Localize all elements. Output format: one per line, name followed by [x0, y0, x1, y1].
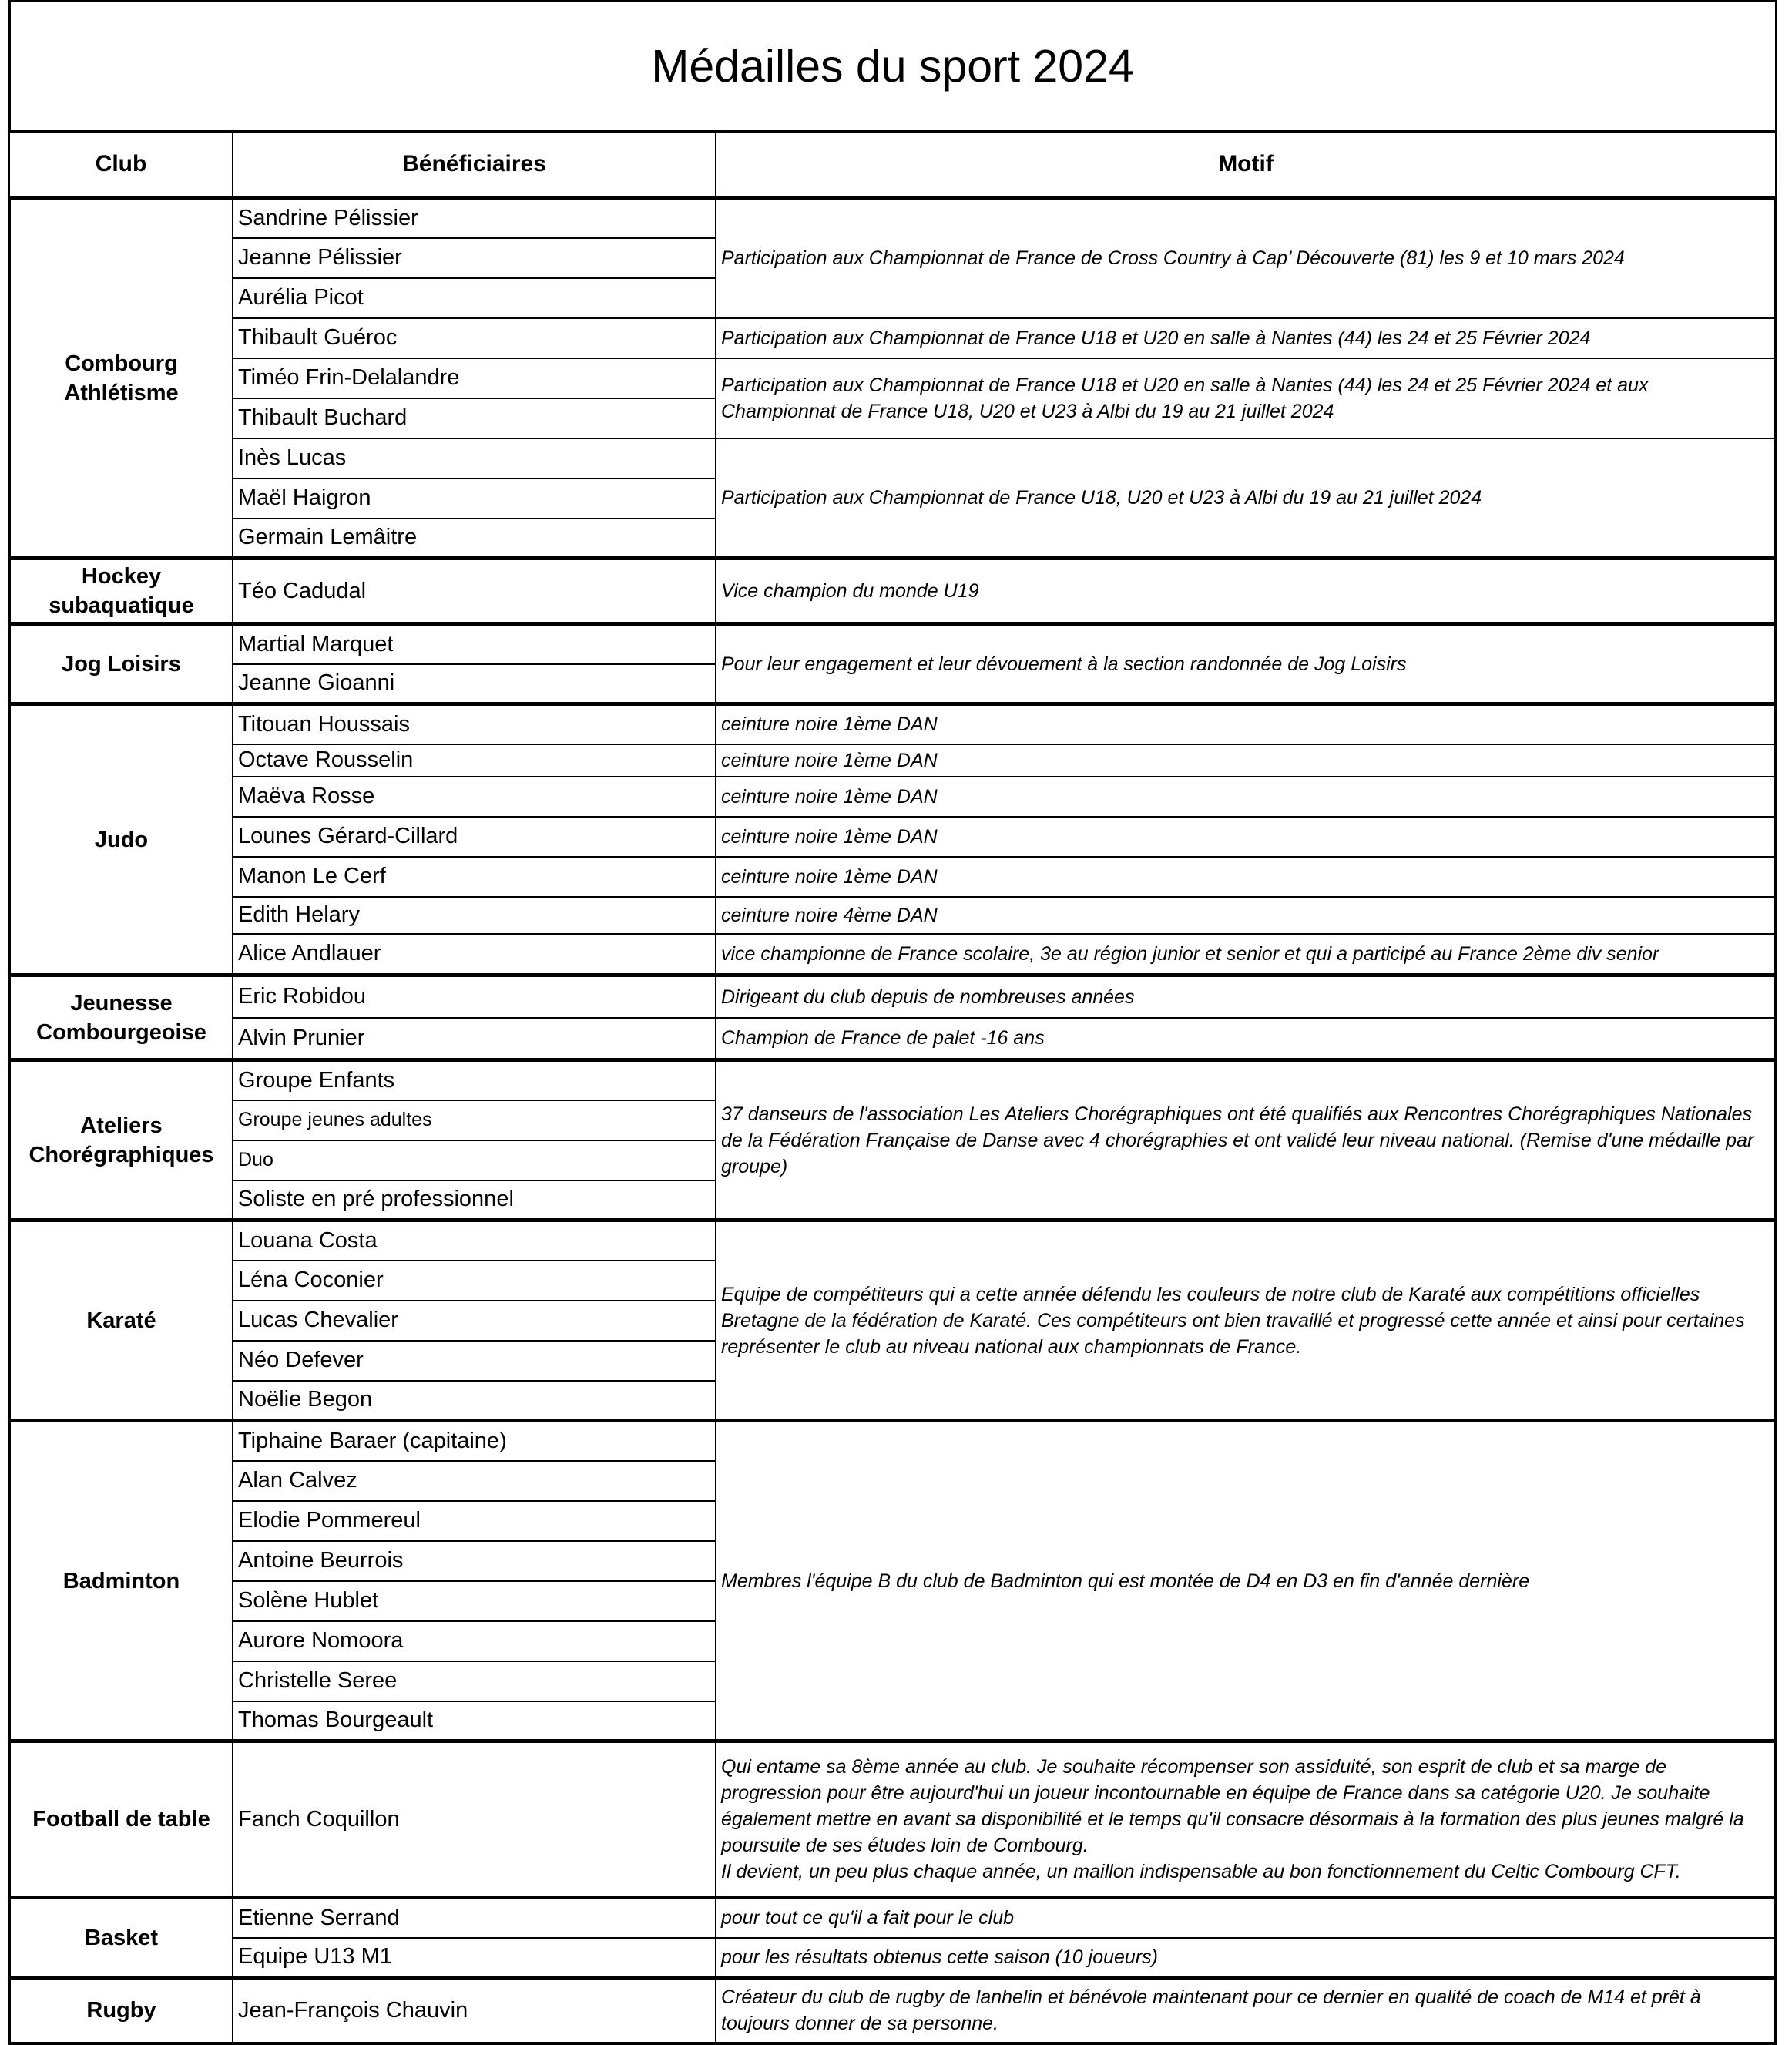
motif-cell: ceinture noire 4ème DAN [716, 897, 1776, 934]
table-row [9, 358, 1776, 398]
table-row [9, 704, 1776, 744]
motif-cell: Participation aux Championnat de France U18 et U20 en salle à Nantes (44) les 24 et 25 Février 2024 [716, 318, 1776, 358]
motif-cell: Participation aux Championnat de France de Cross Country à Cap’ Découverte (81) les 9 et 10 mars 2024 [716, 198, 1776, 318]
motif-cell: Champion de France de palet -16 ans [716, 1018, 1776, 1060]
beneficiary-cell: Alan Calvez [233, 1461, 716, 1501]
motif-cell: Pour leur engagement et leur dévouement à la section randonnée de Jog Loisirs [716, 624, 1776, 704]
beneficiary-cell: Téo Cadudal [233, 559, 716, 624]
beneficiary-cell: Alvin Prunier [233, 1018, 716, 1060]
motif-cell: Equipe de compétiteurs qui a cette année défendu les couleurs de notre club de Karaté aux compétitions officielles Bretagne de la fédération de Karaté. Ces compétiteurs ont bien travaillé et progressé cette année et ainsi pour certaines représenter le club au niveau national aux championnats de France. [716, 1221, 1776, 1421]
table-row [9, 198, 1776, 238]
column-header-club: Club [9, 132, 233, 198]
beneficiary-cell: Tiphaine Baraer (capitaine) [233, 1421, 716, 1461]
beneficiary-cell: Thibault Guéroc [233, 318, 716, 358]
table-row [9, 624, 1776, 664]
club-cell: Karaté [9, 1221, 233, 1421]
beneficiary-cell: Jeanne Pélissier [233, 238, 716, 278]
table-row [9, 1978, 1776, 2043]
table-row [9, 817, 1776, 857]
beneficiary-cell: Lucas Chevalier [233, 1301, 716, 1341]
beneficiary-cell: Solène Hublet [233, 1581, 716, 1621]
beneficiary-cell: Titouan Houssais [233, 704, 716, 744]
beneficiary-cell: Equipe U13 M1 [233, 1938, 716, 1978]
club-cell: Jeunesse Combourgeoise [9, 975, 233, 1060]
page-title: Médailles du sport 2024 [9, 2, 1776, 132]
club-cell: Basket [9, 1898, 233, 1978]
table-row [9, 1938, 1776, 1978]
motif-cell: Vice champion du monde U19 [716, 559, 1776, 624]
motif-cell: 37 danseurs de l'association Les Ateliers Chorégraphiques ont été qualifiés aux Rencontres Chorégraphiques Nationales de la Fédération Française de Danse avec 4 chorégraphies et ont validé leur niveau national. (Remise d'une médaille par groupe) [716, 1060, 1776, 1221]
table-row [9, 744, 1776, 777]
table-row [9, 857, 1776, 897]
table-row [9, 975, 1776, 1018]
beneficiary-cell: Eric Robidou [233, 975, 716, 1018]
beneficiary-cell: Aurore Nomoora [233, 1621, 716, 1661]
beneficiary-cell: Groupe Enfants [233, 1060, 716, 1100]
column-header-motif: Motif [716, 132, 1776, 198]
beneficiary-cell: Antoine Beurrois [233, 1541, 716, 1581]
beneficiary-cell: Duo [233, 1140, 716, 1180]
beneficiary-cell: Timéo Frin-Delalandre [233, 358, 716, 398]
table-row [9, 559, 1776, 624]
beneficiary-cell: Jean-François Chauvin [233, 1978, 716, 2043]
beneficiary-cell: Alice Andlauer [233, 934, 716, 975]
motif-cell: ceinture noire 1ème DAN [716, 817, 1776, 857]
beneficiary-cell: Maël Haigron [233, 479, 716, 519]
club-cell: Rugby [9, 1978, 233, 2043]
motif-cell: vice championne de France scolaire, 3e au région junior et senior et qui a participé au France 2ème div senior [716, 934, 1776, 975]
table-row [9, 1741, 1776, 1898]
motif-cell: Qui entame sa 8ème année au club. Je souhaite récompenser son assiduité, son esprit de club et sa marge de progression pour être aujourd'hui un joueur incontournable en équipe de France dans sa catégorie U20. Je souhaite également mettre en avant sa disponibilité et le temps qu'il consacre désormais à la formation des plus jeunes malgré la poursuite de ses études loin de Combourg. Il devient, un peu plus chaque année, un maillon indispensable au bon fonctionnement du Celtic Combourg CFT. [716, 1741, 1776, 1898]
beneficiary-cell: Thibault Buchard [233, 398, 716, 438]
table-body [9, 198, 1776, 2043]
motif-cell: Créateur du club de rugby de lanhelin et bénévole maintenant pour ce dernier en qualité de coach de M14 et prêt à toujours donner de sa personne. [716, 1978, 1776, 2043]
club-cell: Jog Loisirs [9, 624, 233, 704]
table-row [9, 1898, 1776, 1938]
motif-cell: Membres l'équipe B du club de Badminton qui est montée de D4 en D3 en fin d'année dernière [716, 1421, 1776, 1741]
motif-cell: ceinture noire 1ème DAN [716, 777, 1776, 817]
motif-cell: Participation aux Championnat de France U18, U20 et U23 à Albi du 19 au 21 juillet 2024 [716, 438, 1776, 559]
beneficiary-cell: Jeanne Gioanni [233, 664, 716, 704]
beneficiary-cell: Sandrine Pélissier [233, 198, 716, 238]
table-row [9, 438, 1776, 479]
column-header-beneficiaires: Bénéficiaires [233, 132, 716, 198]
club-cell: Hockey subaquatique [9, 559, 233, 624]
table-row [9, 1221, 1776, 1261]
beneficiary-cell: Germain Lemâitre [233, 519, 716, 559]
table-row [9, 897, 1776, 934]
motif-cell: ceinture noire 1ème DAN [716, 704, 1776, 744]
table-row [9, 777, 1776, 817]
motif-cell: Participation aux Championnat de France U18 et U20 en salle à Nantes (44) les 24 et 25 Février 2024 et aux Championnat de France U18, U20 et U23 à Albi du 19 au 21 juillet 2024 [716, 358, 1776, 438]
motif-cell: ceinture noire 1ème DAN [716, 857, 1776, 897]
club-cell: Combourg Athlétisme [9, 198, 233, 559]
table-row [9, 1060, 1776, 1100]
beneficiary-cell: Louana Costa [233, 1221, 716, 1261]
club-cell: Judo [9, 704, 233, 975]
club-cell: Badminton [9, 1421, 233, 1741]
beneficiary-cell: Edith Helary [233, 897, 716, 934]
table-row [9, 318, 1776, 358]
beneficiary-cell: Martial Marquet [233, 624, 716, 664]
beneficiary-cell: Néo Defever [233, 1341, 716, 1381]
beneficiary-cell: Etienne Serrand [233, 1898, 716, 1938]
club-cell: Football de table [9, 1741, 233, 1898]
beneficiary-cell: Fanch Coquillon [233, 1741, 716, 1898]
motif-cell: pour les résultats obtenus cette saison (10 joueurs) [716, 1938, 1776, 1978]
club-cell: Ateliers Chorégraphiques [9, 1060, 233, 1221]
table-row [9, 1421, 1776, 1461]
beneficiary-cell: Thomas Bourgeault [233, 1701, 716, 1741]
beneficiary-cell: Léna Coconier [233, 1261, 716, 1301]
beneficiary-cell: Inès Lucas [233, 438, 716, 479]
beneficiary-cell: Christelle Seree [233, 1661, 716, 1701]
beneficiary-cell: Groupe jeunes adultes [233, 1100, 716, 1140]
motif-cell: Dirigeant du club depuis de nombreuses années [716, 975, 1776, 1018]
medals-table [8, 0, 1777, 2045]
beneficiary-cell: Octave Rousselin [233, 744, 716, 777]
table-row [9, 934, 1776, 975]
beneficiary-cell: Manon Le Cerf [233, 857, 716, 897]
beneficiary-cell: Noëlie Begon [233, 1381, 716, 1421]
beneficiary-cell: Lounes Gérard-Cillard [233, 817, 716, 857]
beneficiary-cell: Elodie Pommereul [233, 1501, 716, 1541]
beneficiary-cell: Maëva Rosse [233, 777, 716, 817]
motif-cell: ceinture noire 1ème DAN [716, 744, 1776, 777]
beneficiary-cell: Aurélia Picot [233, 278, 716, 318]
table-row [9, 1018, 1776, 1060]
beneficiary-cell: Soliste en pré professionnel [233, 1180, 716, 1221]
motif-cell: pour tout ce qu'il a fait pour le club [716, 1898, 1776, 1938]
